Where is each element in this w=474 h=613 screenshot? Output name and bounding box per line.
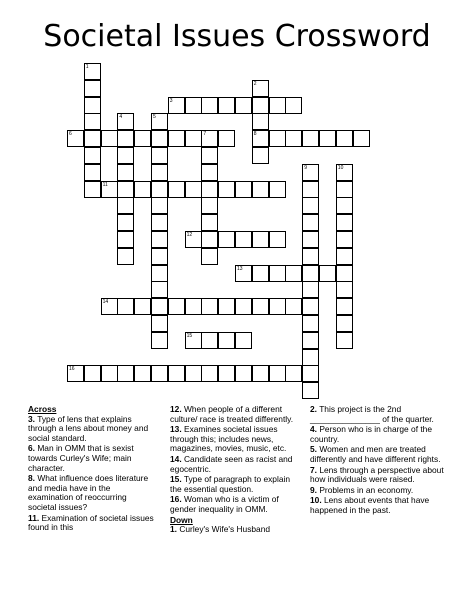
crossword-cell[interactable] [151,130,168,147]
crossword-cell[interactable] [336,130,353,147]
crossword-cell[interactable] [201,97,218,114]
crossword-cell[interactable] [185,298,202,315]
crossword-cell[interactable] [302,197,319,214]
clues-column-1 [28,405,156,534]
crossword-cell[interactable] [285,365,302,382]
clue-down-4: 4. Person who is in charge of the country. [310,424,432,444]
crossword-cell[interactable] [269,130,286,147]
crossword-cell[interactable] [84,365,101,382]
clue-down-2: 2. This project is the 2nd _______________ of the quarter. [310,404,434,424]
clue-down-10: 10. Lens about events that have happened in the past. [310,495,430,515]
crossword-cell[interactable] [201,197,218,214]
crossword-cell[interactable] [252,181,269,198]
crossword-cell[interactable] [302,281,319,298]
crossword-cell[interactable] [269,181,286,198]
crossword-cell[interactable] [336,315,353,332]
clue-number: 7 [203,131,207,138]
crossword-cell[interactable] [218,365,235,382]
clue-number: 2 [253,80,257,87]
crossword-cell[interactable] [218,231,235,248]
crossword-cell[interactable] [117,298,134,315]
crossword-cell[interactable] [302,332,319,349]
crossword-cell[interactable] [336,214,353,231]
crossword-cell[interactable] [302,130,319,147]
crossword-cell[interactable] [235,332,252,349]
crossword-cell[interactable] [302,231,319,248]
clue-number: 11 [102,181,108,188]
crossword-cell[interactable] [285,130,302,147]
crossword-cell[interactable] [168,181,185,198]
crossword-cell[interactable] [252,113,269,130]
crossword-cell[interactable] [302,265,319,282]
crossword-cell[interactable] [151,365,168,382]
crossword-cell[interactable] [285,298,302,315]
clue-down-9: 9. Problems in an economy. [310,484,414,495]
crossword-cell[interactable] [201,365,218,382]
crossword-cell[interactable] [235,181,252,198]
crossword-cell[interactable] [201,231,218,248]
crossword-cell[interactable] [252,231,269,248]
crossword-cell[interactable] [134,181,151,198]
crossword-cell[interactable] [302,248,319,265]
crossword-cell[interactable] [235,265,252,282]
clue-across-12: 12. When people of a different culture/ race is treated differently. [170,404,294,424]
crossword-cell[interactable] [67,365,84,382]
crossword-cell[interactable] [201,332,218,349]
crossword-cell[interactable] [185,365,202,382]
crossword-cell[interactable] [336,164,353,181]
crossword-cell[interactable] [302,315,319,332]
clue-number: 16 [69,366,75,373]
clue-number: 10 [337,164,344,171]
crossword-cell[interactable] [201,164,218,181]
crossword-cell[interactable] [185,181,202,198]
crossword-cell[interactable] [218,130,235,147]
crossword-cell[interactable] [252,265,269,282]
crossword-cell[interactable] [235,365,252,382]
crossword-cell[interactable] [336,298,353,315]
crossword-cell[interactable] [336,332,353,349]
crossword-cell[interactable] [84,63,101,80]
crossword-cell[interactable] [151,181,168,198]
crossword-cell[interactable] [84,97,101,114]
clue-down-5: 5. Women and men are treated differently and have different rights. [310,444,441,464]
crossword-cell[interactable] [117,248,134,265]
crossword-cell[interactable] [336,248,353,265]
crossword-cell[interactable] [235,231,252,248]
crossword-cell[interactable] [252,130,269,147]
crossword-cell[interactable] [201,214,218,231]
crossword-cell[interactable] [285,97,302,114]
crossword-cell[interactable] [302,382,319,399]
crossword-cell[interactable] [302,365,319,382]
crossword-cell[interactable] [201,248,218,265]
clue-across-14: 14. Candidate seen as racist and egocentric. [170,453,293,474]
crossword-cell[interactable] [336,231,353,248]
clue-down-7: 7. Lens through a perspective about how individuals were raised. [310,464,444,485]
crossword-cell[interactable] [117,181,134,198]
crossword-cell[interactable] [117,147,134,164]
crossword-cell[interactable] [201,130,218,147]
clue-number: 14 [102,299,109,306]
crossword-cell[interactable] [151,214,168,231]
crossword-cell[interactable] [302,214,319,231]
crossword-cell[interactable] [269,298,286,315]
crossword-cell[interactable] [151,113,168,130]
crossword-cell[interactable] [117,113,134,130]
crossword-cell[interactable] [302,164,319,181]
crossword-cell[interactable] [151,298,168,315]
crossword-cell[interactable] [201,298,218,315]
crossword-cell[interactable] [84,80,101,97]
crossword-cell[interactable] [336,197,353,214]
crossword-cell[interactable] [302,298,319,315]
crossword-cell[interactable] [269,365,286,382]
clue-across-11: 11. Examination of societal issues found in this [28,512,154,533]
crossword-cell[interactable] [252,365,269,382]
crossword-cell[interactable] [84,130,101,147]
crossword-cell[interactable] [117,130,134,147]
crossword-cell[interactable] [252,147,269,164]
crossword-cell[interactable] [252,80,269,97]
crossword-cell[interactable] [117,365,134,382]
crossword-cell[interactable] [84,147,101,164]
clue-number: 15 [186,332,193,339]
crossword-cell[interactable] [302,349,319,366]
crossword-cell[interactable] [185,332,202,349]
crossword-cell[interactable] [319,130,336,147]
clue-number: 1 [85,64,89,70]
crossword-cell[interactable] [353,130,370,147]
crossword-cell[interactable] [185,97,202,114]
clue-down-1: 1. Curley's Wife's Husband [170,524,271,535]
clue-number: 5 [153,114,156,121]
crossword-cell[interactable] [252,97,269,114]
crossword-cell[interactable] [101,365,118,382]
clue-number: 4 [119,114,123,121]
crossword-cell[interactable] [151,248,168,265]
crossword-cell[interactable] [336,265,353,282]
crossword-cell[interactable] [151,281,168,298]
crossword-cell[interactable] [151,315,168,332]
clues-column-3 [310,405,460,517]
across-heading: Across [28,404,57,414]
clue-number: 13 [237,265,243,272]
crossword-cell[interactable] [218,97,235,114]
crossword-cell[interactable] [134,365,151,382]
crossword-cell[interactable] [218,181,235,198]
crossword-cell[interactable] [134,298,151,315]
crossword-cell[interactable] [151,147,168,164]
crossword-cell[interactable] [285,265,302,282]
crossword-cell[interactable] [185,231,202,248]
clue-across-6: 6. Man in OMM that is sexist towards Curley's Wife; main character. [28,443,134,473]
crossword-cell[interactable] [336,181,353,198]
clue-number: 12 [186,232,193,238]
crossword-cell[interactable] [84,181,101,198]
crossword-cell[interactable] [151,265,168,282]
crossword-cell[interactable] [218,332,235,349]
crossword-cell[interactable] [168,298,185,315]
crossword-cell[interactable] [336,281,353,298]
crossword-cell[interactable] [117,214,134,231]
crossword-cell[interactable] [117,164,134,181]
crossword-cell[interactable] [84,113,101,130]
crossword-cell[interactable] [269,97,286,114]
crossword-cell[interactable] [218,298,235,315]
crossword-cell[interactable] [117,231,134,248]
clue-number: 8 [253,131,257,138]
crossword-cell[interactable] [151,197,168,214]
clue-number: 6 [69,131,72,138]
crossword-cell[interactable] [101,130,118,147]
crossword-cell[interactable] [302,181,319,198]
clue-across-8: 8. What influence does literature and media have in the examination of reoccurring societal issues? [28,473,149,512]
crossword-cell[interactable] [151,231,168,248]
down-heading: Down [170,514,193,525]
page-title: Societal Issues Crossword [43,19,431,54]
crossword-cell[interactable] [235,97,252,114]
crossword-cell[interactable] [185,130,202,147]
clue-across-15: 15. Type of paragraph to explain the essential question. [170,474,290,494]
clue-number: 9 [304,164,307,171]
crossword-cell[interactable] [168,365,185,382]
crossword-cell[interactable] [269,265,286,282]
clue-across-16: 16. Woman who is a victim of gender inequality in OMM. [170,494,279,514]
crossword-cell[interactable] [84,164,101,181]
crossword-cell[interactable] [151,164,168,181]
crossword-cell[interactable] [201,181,218,198]
clue-across-13: 13. Examines societal issues through this; includes news, magazines, movies, music, etc. [170,424,287,454]
crossword-cell[interactable] [201,147,218,164]
crossword-cell[interactable] [117,197,134,214]
crossword-cell[interactable] [134,130,151,147]
crossword-cell[interactable] [101,181,118,198]
crossword-cell[interactable] [269,231,286,248]
clue-number: 3 [169,97,173,104]
clue-across-3: 3. Type of lens that explains through a lens about money and social standard. [28,413,149,443]
crossword-cell[interactable] [101,298,118,315]
crossword-cell[interactable] [319,265,336,282]
crossword-cell[interactable] [168,97,185,114]
crossword-cell[interactable] [252,298,269,315]
crossword-cell[interactable] [235,298,252,315]
crossword-cell[interactable] [151,332,168,349]
clues-column-2 [170,405,300,536]
crossword-cell[interactable] [168,130,185,147]
crossword-cell[interactable] [67,130,84,147]
